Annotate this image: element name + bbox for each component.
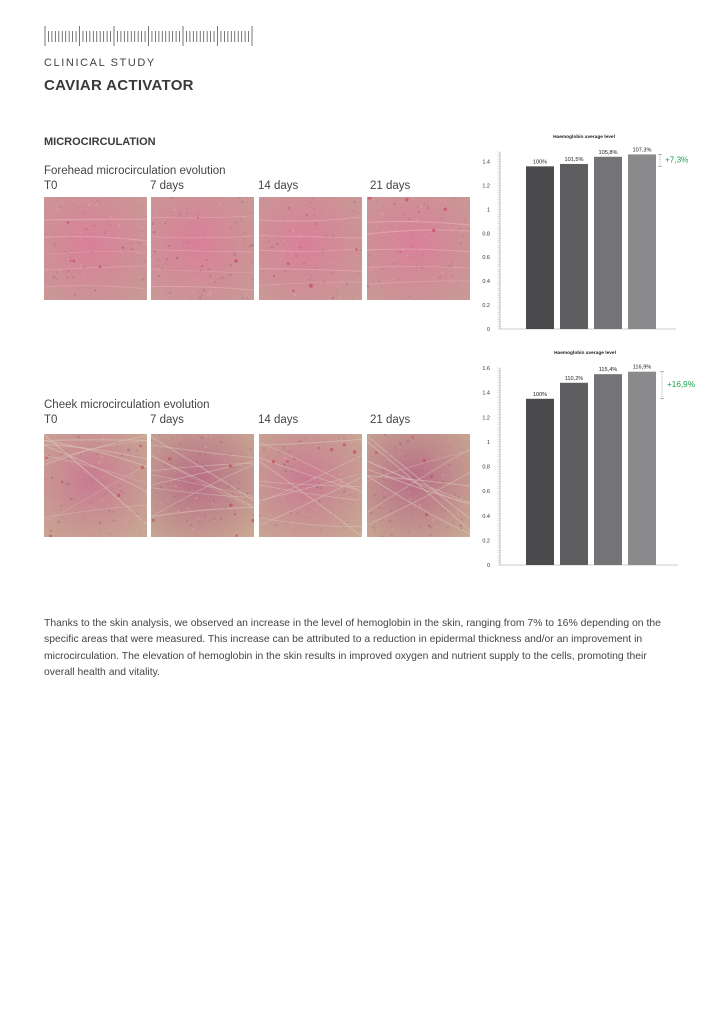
bar — [628, 372, 656, 565]
y-tick-label: 0.8 — [482, 231, 490, 238]
y-tick-label: 0.8 — [482, 464, 490, 471]
document-eyebrow: CLINICAL STUDY — [44, 57, 156, 69]
bar — [526, 166, 554, 329]
forehead-photo-21days — [367, 197, 470, 300]
bar-data-label: 100% — [532, 159, 548, 166]
y-tick-label: 0 — [486, 327, 490, 333]
y-tick-label: 0 — [486, 563, 490, 569]
section-title: MICROCIRCULATION — [44, 136, 156, 148]
y-tick-label: 0.6 — [482, 255, 490, 262]
increase-annotation: +7,3% — [665, 155, 689, 165]
forehead-col-label: 14 days — [258, 180, 299, 192]
bar-data-label: 116,9% — [632, 364, 652, 371]
bar — [628, 154, 656, 329]
bar-data-label: 115,4% — [598, 367, 618, 374]
bar-data-label: 107,3% — [632, 147, 652, 154]
chart-title: Haemoglobin average level — [553, 135, 615, 140]
y-tick-label: 1 — [486, 207, 490, 214]
y-tick-label: 1.4 — [482, 390, 490, 397]
cheek-col-label: 7 days — [150, 414, 184, 426]
ruler-logo — [44, 26, 254, 46]
cheek-photo-7days — [151, 434, 254, 537]
forehead-evolution-title: Forehead microcirculation evolution — [44, 165, 226, 177]
forehead-col-label: 7 days — [150, 180, 184, 192]
y-tick-label: 0.2 — [482, 538, 490, 545]
bar — [594, 374, 622, 565]
y-tick-label: 0.2 — [482, 303, 490, 310]
forehead-haemoglobin-chart — [480, 134, 710, 338]
y-tick-label: 0.6 — [482, 489, 490, 496]
y-tick-label: 0.4 — [482, 279, 490, 286]
cheek-photo-t0 — [44, 434, 147, 537]
bar — [560, 383, 588, 565]
cheek-col-label: 21 days — [370, 414, 411, 426]
y-tick-label: 1 — [486, 439, 490, 446]
document-title: CAVIAR ACTIVATOR — [44, 77, 194, 94]
y-tick-label: 1.4 — [482, 159, 490, 166]
forehead-photo-14days — [259, 197, 362, 300]
bar — [594, 157, 622, 329]
bar — [560, 164, 588, 329]
cheek-haemoglobin-chart — [480, 348, 710, 570]
cheek-col-label: 14 days — [258, 414, 299, 426]
increase-annotation: +16,9% — [667, 380, 695, 390]
forehead-photo-t0 — [44, 197, 147, 300]
cheek-evolution-title: Cheek microcirculation evolution — [44, 399, 210, 411]
y-tick-label: 0.4 — [482, 513, 490, 520]
summary-paragraph: Thanks to the skin analysis, we observed an increase in the level of hemoglobin in the skin, ranging from 7% to 16% depending on the specific areas that were measured. This increase can be attributed to a reduction in epidermal thickness and/or an improvement in microcirculation. The elevation of hemoglobin in the skin results in improved oxygen and nutrient supply to the cells, promoting their overall health and vitality. — [44, 618, 661, 678]
y-tick-label: 1.6 — [482, 366, 490, 372]
forehead-col-label: 21 days — [370, 180, 411, 192]
bar-data-label: 105,8% — [598, 149, 618, 156]
cheek-photo-21days — [367, 434, 470, 537]
forehead-col-label: T0 — [44, 180, 58, 192]
bar-data-label: 101,5% — [564, 156, 584, 163]
bar-data-label: 110,2% — [564, 375, 584, 382]
y-tick-label: 1.2 — [482, 415, 490, 422]
y-tick-label: 1.2 — [482, 183, 490, 190]
bar-data-label: 100% — [532, 391, 548, 398]
cheek-photo-14days — [259, 434, 362, 537]
cheek-col-label: T0 — [44, 414, 58, 426]
forehead-photo-7days — [151, 197, 254, 300]
bar — [526, 399, 554, 565]
chart-title: Haemoglobin average level — [554, 351, 616, 356]
